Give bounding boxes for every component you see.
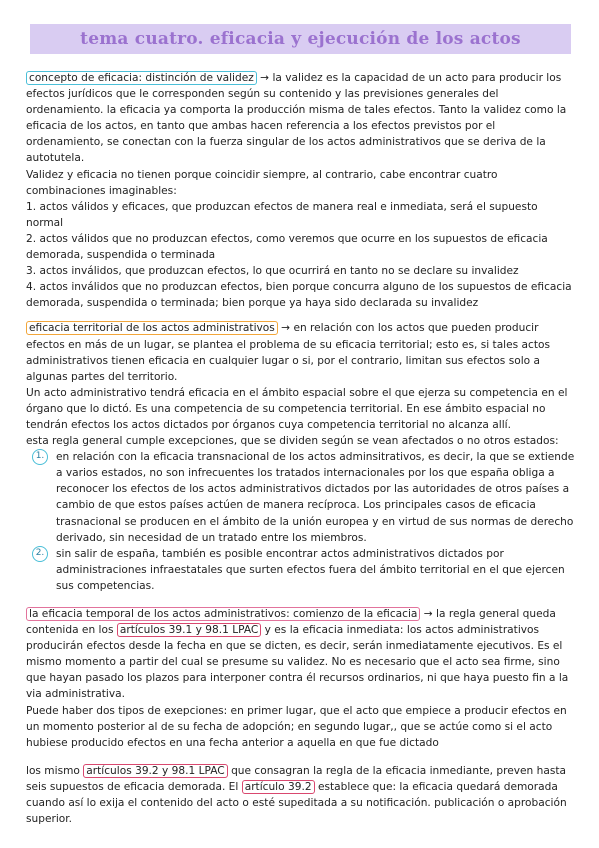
section-eficacia-temporal (26, 606, 576, 827)
arrow-icon: → (281, 322, 291, 335)
title-banner (30, 24, 571, 54)
paragraph-text: los mismo (26, 764, 80, 777)
page-title: tema cuatro. eficacia y ejecución de los actos (80, 29, 521, 49)
list-line: 4. actos inválidos que no produzcan efectos, bien porque concurra alguno de los supuestos de eficacia demorada, suspendida o terminada; bien porque ya haya sido declarada su invalidez (26, 281, 572, 310)
paragraph: Puede haber dos tipos de exepciones: en primer lugar, que el acto que empiece a producir efectos en un momento posterior al de su fecha de adopción; en segundo lugar,, que se actúe como si el acto hubiese producido efectos en una fecha anterior a aquella en que fue dictado (26, 704, 567, 749)
paragraph-text: la validez es la capacidad de un acto para producir los efectos jurídicos que le corresponden según su contenido y las previsiones generales del ordenamiento. la eficacia ya comporta la producción misma de tales efectos. Tanto la validez como la eficacia de los actos, en tanto que ambas hacen referencia a los efectos previstos por el ordenamiento, se conectan con la fuerza singular de los actos administrativos que se deriva de la autotutela. (26, 72, 567, 165)
list-item-text: sin salir de españa, también es posible encontrar actos administrativos dictados por administraciones infraestatales que surten efectos fuera del ámbito territorial en el que ejercen sus competencias. (56, 547, 565, 592)
spacer (26, 311, 576, 320)
paragraph-text: en relación con los actos que pueden producir efectos en más de un lugar, se plantea el problema de su eficacia territorial; esto es, si tales actos administrativos tienen eficacia en cualquier lugar o si, por el contrario, limitan sus efectos solo a algunas partes del territorio. (26, 322, 551, 383)
list-item (26, 449, 576, 546)
paragraph-text: y es la eficacia inmediata: los actos administrativos producirán efectos desde la fecha en que se dicten, es decir, serán inmediatamente ejecutivos. Es el mismo momento a partir del cual se presume su validez. No es necesario que el acto sea firme, sino que hayan pasado los plazos para interponer contra él recursos ordinarios, ni que haya puesto fin a la via administrativa. (26, 624, 569, 701)
arrow-icon: → (423, 608, 433, 620)
paragraph: Un acto administrativo tendrá eficacia en el ámbito espacial sobre el que ejerza su competencia en el órgano que lo dictó. Es una competencia de su competencia territorial. En ese ámbito espacial no tendrán efectos los actos dictados por órganos cuya competencia territorial no alcanza allí. (26, 386, 568, 431)
paragraph-text: la regla general queda contenida en los (26, 608, 556, 637)
legal-reference: artículos 39.2 y 98.1 LPAC (83, 764, 227, 778)
paragraph: esta regla general cumple excepciones, que se dividen según se vean afectados o no otros estados: (26, 435, 559, 448)
section-heading: concepto de eficacia: distinción de validez (26, 71, 257, 85)
paragraph: Validez y eficacia no tienen porque coincidir siempre, al contrario, cabe encontrar cuatro combinaciones imaginables: (26, 168, 498, 197)
list-item (26, 546, 576, 594)
arrow-icon: → (260, 72, 270, 84)
section-heading: eficacia territorial de los actos administrativos (26, 321, 278, 335)
list-line: 2. actos válidos que no produzcan efectos, como veremos que ocurre en los supuestos de eficacia demorada, suspendida o terminada (26, 232, 548, 262)
list-item-text: en relación con la eficacia transnacional de los actos adminsitrativos, es decir, la que se extiende a varios estados, no son infrecuentes los tratados internacionales por los que españa obliga a reconocer los efectos de los actos administrativos dictados por las autoridades de otros países a cambio de que estos países actúen de manera recíproca. Los principales casos de eficacia trasnacional se producen en el ámbito de la unión europea y en virtud de sus normas de derecho derivado, sin necesidad de un tratado entre los miembros. (56, 451, 575, 544)
legal-reference: artículo 39.2 (242, 780, 315, 794)
spacer (26, 594, 576, 606)
section-eficacia-territorial (26, 320, 576, 594)
list-line: 1. actos válidos y eficaces, que produzcan efectos de manera real e inmediata, será el supuesto normal (26, 200, 538, 229)
paragraph (26, 70, 576, 167)
paragraph (26, 606, 576, 703)
paragraph (26, 320, 576, 384)
list-line: 3. actos inválidos, que produzcan efectos, lo que ocurrirá en tanto no se declare su invalidez (26, 265, 519, 278)
number-circle-icon: 1. (32, 449, 48, 465)
legal-reference: artículos 39.1 y 98.1 LPAC (117, 623, 261, 637)
paragraph-text: que consagran la regla de la eficacia inmediante, preven hasta seis supuestos de eficacia demorada. El (26, 764, 566, 793)
notes-content (26, 70, 576, 827)
paragraph-text: establece que: la eficacia quedará demorada cuando así lo exija el contenido del acto o esté supeditada a su notificación. publicación o aprobación superior. (26, 780, 567, 826)
spacer (26, 751, 576, 763)
paragraph (26, 763, 576, 827)
number-circle-icon: 2. (32, 546, 48, 562)
section-concepto-eficacia (26, 70, 576, 311)
section-heading: la eficacia temporal de los actos administrativos: comienzo de la eficacia (26, 607, 420, 621)
